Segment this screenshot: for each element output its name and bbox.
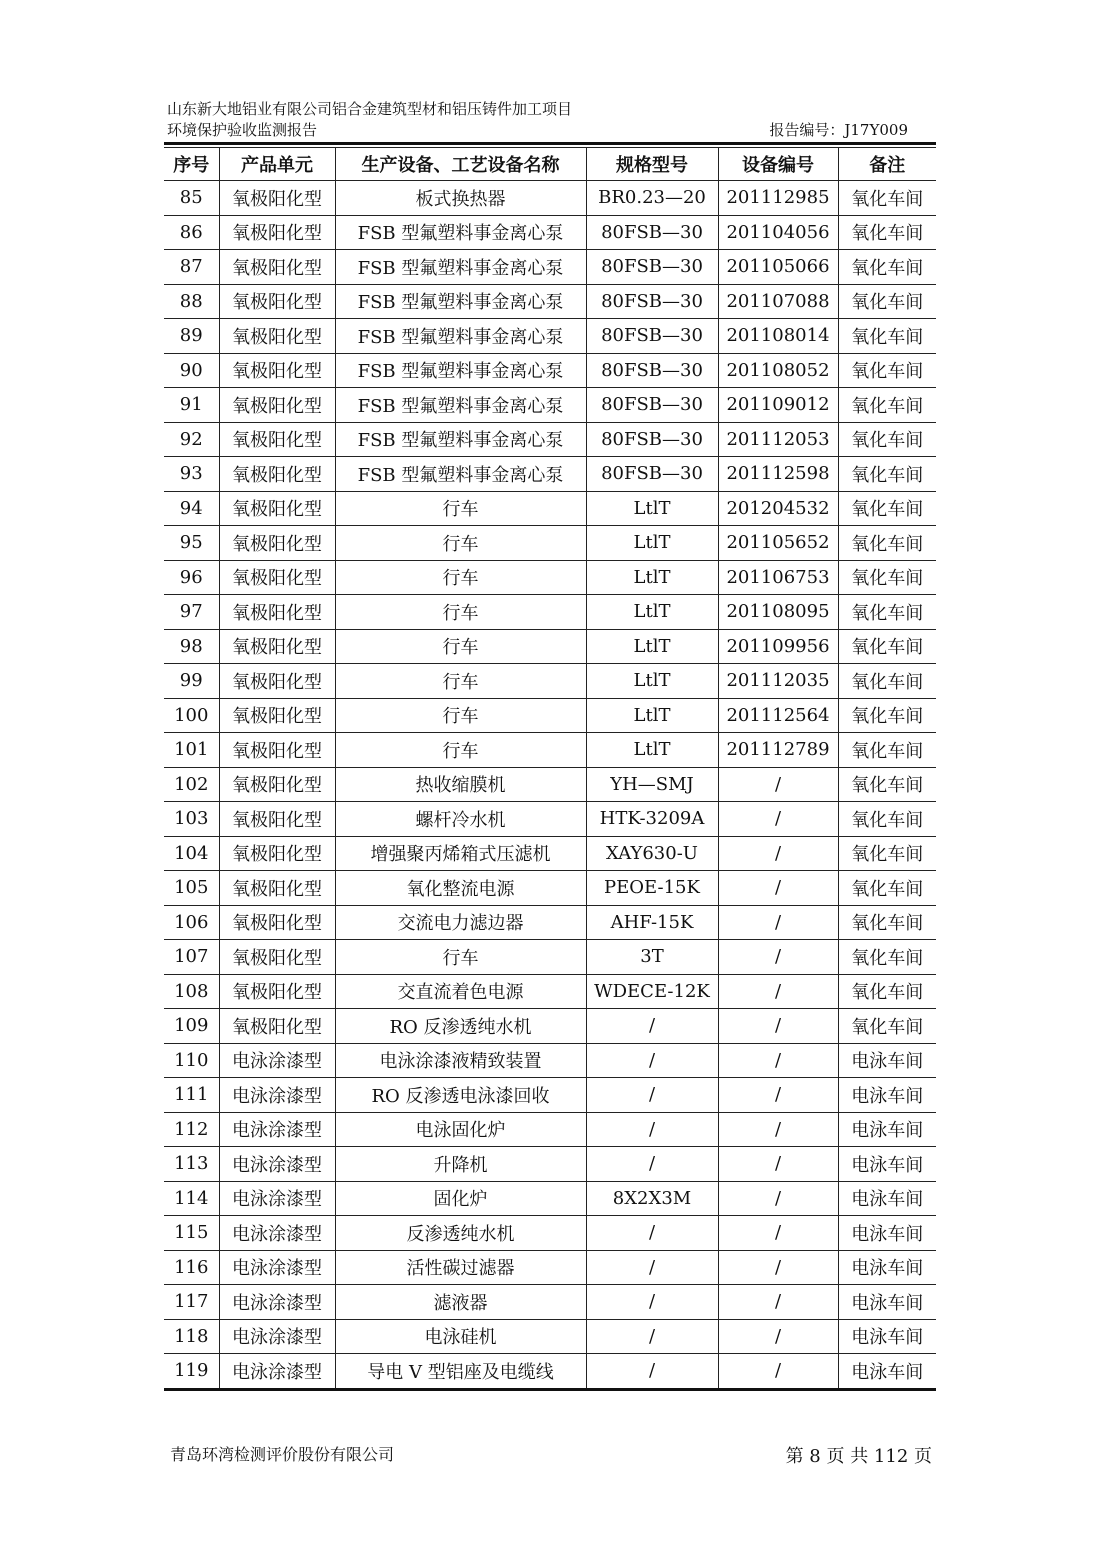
cell-equipment: 行车	[335, 733, 586, 768]
table-row	[164, 595, 936, 630]
cell-equipment: FSB 型氟塑料事金离心泵	[335, 422, 586, 457]
cell-equipment: 行车	[335, 940, 586, 975]
cell-serial: /	[718, 1078, 838, 1113]
cell-model: YH—SMJ	[586, 767, 718, 802]
cell-model: LtlT	[586, 526, 718, 561]
cell-unit: 电泳涂漆型	[219, 1285, 335, 1320]
table-row	[164, 1285, 936, 1320]
cell-equipment: 电泳硅机	[335, 1319, 586, 1354]
cell-unit: 氧极阳化型	[219, 595, 335, 630]
cell-equipment: 热收缩膜机	[335, 767, 586, 802]
cell-unit: 氧极阳化型	[219, 698, 335, 733]
cell-equipment: 增强聚丙烯箱式压滤机	[335, 836, 586, 871]
cell-index: 95	[164, 526, 219, 561]
cell-index: 99	[164, 664, 219, 699]
cell-remark: 电泳车间	[838, 1147, 936, 1182]
cell-serial: 201204532	[718, 491, 838, 526]
cell-serial: /	[718, 871, 838, 906]
cell-serial: /	[718, 1216, 838, 1251]
cell-index: 119	[164, 1354, 219, 1390]
cell-serial: 201109956	[718, 629, 838, 664]
cell-remark: 氧化车间	[838, 974, 936, 1009]
cell-remark: 氧化车间	[838, 940, 936, 975]
cell-equipment: FSB 型氟塑料事金离心泵	[335, 215, 586, 250]
cell-model: 80FSB—30	[586, 215, 718, 250]
cell-index: 114	[164, 1181, 219, 1216]
cell-model: AHF-15K	[586, 905, 718, 940]
cell-unit: 氧极阳化型	[219, 974, 335, 1009]
cell-serial: /	[718, 1285, 838, 1320]
cell-index: 88	[164, 284, 219, 319]
cell-unit: 电泳涂漆型	[219, 1043, 335, 1078]
cell-remark: 电泳车间	[838, 1112, 936, 1147]
cell-serial: /	[718, 1319, 838, 1354]
col-header-serial: 设备编号	[718, 148, 838, 181]
cell-equipment: FSB 型氟塑料事金离心泵	[335, 250, 586, 285]
cell-remark: 氧化车间	[838, 802, 936, 837]
cell-remark: 氧化车间	[838, 629, 936, 664]
cell-index: 86	[164, 215, 219, 250]
table-row	[164, 940, 936, 975]
cell-unit: 氧极阳化型	[219, 905, 335, 940]
table-row	[164, 457, 936, 492]
cell-model: 80FSB—30	[586, 422, 718, 457]
cell-equipment: 螺杆冷水机	[335, 802, 586, 837]
cell-model: LtlT	[586, 733, 718, 768]
cell-serial: 201112985	[718, 181, 838, 216]
cell-model: /	[586, 1043, 718, 1078]
cell-remark: 氧化车间	[838, 284, 936, 319]
cell-equipment: 电泳涂漆液精致装置	[335, 1043, 586, 1078]
cell-model: PEOE-15K	[586, 871, 718, 906]
cell-equipment: 交流电力滤边器	[335, 905, 586, 940]
cell-serial: /	[718, 1043, 838, 1078]
cell-model: LtlT	[586, 664, 718, 699]
cell-serial: 201105066	[718, 250, 838, 285]
cell-model: 80FSB—30	[586, 457, 718, 492]
cell-unit: 电泳涂漆型	[219, 1147, 335, 1182]
cell-remark: 氧化车间	[838, 560, 936, 595]
cell-serial: /	[718, 1250, 838, 1285]
cell-serial: 201109012	[718, 388, 838, 423]
cell-serial: /	[718, 940, 838, 975]
cell-index: 107	[164, 940, 219, 975]
cell-index: 96	[164, 560, 219, 595]
cell-index: 104	[164, 836, 219, 871]
cell-equipment: FSB 型氟塑料事金离心泵	[335, 388, 586, 423]
cell-model: /	[586, 1354, 718, 1390]
cell-model: 80FSB—30	[586, 353, 718, 388]
cell-model: BR0.23—20	[586, 181, 718, 216]
project-title: 山东新大地铝业有限公司铝合金建筑型材和铝压铸件加工项目	[167, 100, 573, 118]
cell-remark: 氧化车间	[838, 388, 936, 423]
cell-remark: 氧化车间	[838, 491, 936, 526]
cell-serial: 201106753	[718, 560, 838, 595]
cell-remark: 氧化车间	[838, 250, 936, 285]
report-number: 报告编号：J17Y009	[769, 121, 908, 139]
cell-serial: 201112053	[718, 422, 838, 457]
cell-equipment: FSB 型氟塑料事金离心泵	[335, 284, 586, 319]
cell-model: 8X2X3M	[586, 1181, 718, 1216]
cell-model: 80FSB—30	[586, 284, 718, 319]
cell-serial: 201108014	[718, 319, 838, 354]
table-row	[164, 1181, 936, 1216]
cell-index: 85	[164, 181, 219, 216]
cell-index: 111	[164, 1078, 219, 1113]
cell-index: 92	[164, 422, 219, 457]
cell-remark: 电泳车间	[838, 1319, 936, 1354]
cell-unit: 氧极阳化型	[219, 388, 335, 423]
cell-index: 109	[164, 1009, 219, 1044]
cell-model: LtlT	[586, 629, 718, 664]
cell-model: /	[586, 1112, 718, 1147]
cell-remark: 氧化车间	[838, 422, 936, 457]
cell-serial: /	[718, 905, 838, 940]
cell-index: 110	[164, 1043, 219, 1078]
cell-remark: 氧化车间	[838, 457, 936, 492]
cell-unit: 氧极阳化型	[219, 940, 335, 975]
cell-model: HTK-3209A	[586, 802, 718, 837]
table-row	[164, 215, 936, 250]
cell-unit: 氧极阳化型	[219, 802, 335, 837]
cell-index: 115	[164, 1216, 219, 1251]
cell-unit: 电泳涂漆型	[219, 1354, 335, 1390]
cell-serial: /	[718, 1354, 838, 1390]
table-row	[164, 1319, 936, 1354]
cell-model: XAY630-U	[586, 836, 718, 871]
table-row	[164, 422, 936, 457]
table-row	[164, 353, 936, 388]
cell-equipment: 行车	[335, 595, 586, 630]
table-row	[164, 1043, 936, 1078]
cell-unit: 电泳涂漆型	[219, 1112, 335, 1147]
table-row	[164, 871, 936, 906]
cell-remark: 电泳车间	[838, 1043, 936, 1078]
cell-model: 3T	[586, 940, 718, 975]
table-row	[164, 733, 936, 768]
cell-serial: 201112598	[718, 457, 838, 492]
cell-unit: 电泳涂漆型	[219, 1181, 335, 1216]
cell-serial: 201104056	[718, 215, 838, 250]
cell-remark: 氧化车间	[838, 595, 936, 630]
cell-equipment: 滤液器	[335, 1285, 586, 1320]
cell-index: 91	[164, 388, 219, 423]
col-header-equipment: 生产设备、工艺设备名称	[335, 148, 586, 181]
cell-serial: 201112789	[718, 733, 838, 768]
cell-serial: /	[718, 974, 838, 1009]
table-row	[164, 1112, 936, 1147]
cell-index: 98	[164, 629, 219, 664]
cell-equipment: 行车	[335, 629, 586, 664]
cell-equipment: 行车	[335, 491, 586, 526]
cell-unit: 氧极阳化型	[219, 733, 335, 768]
col-header-unit: 产品单元	[219, 148, 335, 181]
cell-unit: 电泳涂漆型	[219, 1216, 335, 1251]
cell-model: /	[586, 1319, 718, 1354]
cell-model: LtlT	[586, 491, 718, 526]
cell-serial: 201105652	[718, 526, 838, 561]
table-row	[164, 802, 936, 837]
cell-remark: 氧化车间	[838, 353, 936, 388]
table-row	[164, 1216, 936, 1251]
cell-model: /	[586, 1216, 718, 1251]
cell-equipment: 活性碳过滤器	[335, 1250, 586, 1285]
cell-index: 93	[164, 457, 219, 492]
cell-remark: 电泳车间	[838, 1250, 936, 1285]
table-row	[164, 1147, 936, 1182]
cell-equipment: FSB 型氟塑料事金离心泵	[335, 457, 586, 492]
cell-serial: 201108095	[718, 595, 838, 630]
cell-equipment: FSB 型氟塑料事金离心泵	[335, 353, 586, 388]
cell-serial: 201107088	[718, 284, 838, 319]
cell-serial: 201108052	[718, 353, 838, 388]
table-row	[164, 664, 936, 699]
table-row	[164, 491, 936, 526]
col-header-remark: 备注	[838, 148, 936, 181]
cell-serial: /	[718, 1009, 838, 1044]
cell-equipment: 反渗透纯水机	[335, 1216, 586, 1251]
cell-index: 101	[164, 733, 219, 768]
cell-index: 103	[164, 802, 219, 837]
cell-index: 112	[164, 1112, 219, 1147]
cell-model: WDECE-12K	[586, 974, 718, 1009]
cell-remark: 氧化车间	[838, 733, 936, 768]
cell-unit: 氧极阳化型	[219, 1009, 335, 1044]
cell-equipment: 固化炉	[335, 1181, 586, 1216]
cell-equipment: 行车	[335, 560, 586, 595]
cell-index: 89	[164, 319, 219, 354]
cell-remark: 电泳车间	[838, 1216, 936, 1251]
cell-model: /	[586, 1147, 718, 1182]
cell-remark: 电泳车间	[838, 1354, 936, 1390]
cell-remark: 电泳车间	[838, 1285, 936, 1320]
table-row	[164, 181, 936, 216]
cell-remark: 氧化车间	[838, 905, 936, 940]
cell-index: 100	[164, 698, 219, 733]
cell-model: /	[586, 1250, 718, 1285]
cell-index: 113	[164, 1147, 219, 1182]
cell-unit: 氧极阳化型	[219, 664, 335, 699]
cell-remark: 电泳车间	[838, 1181, 936, 1216]
cell-unit: 电泳涂漆型	[219, 1319, 335, 1354]
cell-serial: /	[718, 1147, 838, 1182]
table-row	[164, 905, 936, 940]
cell-remark: 氧化车间	[838, 767, 936, 802]
cell-unit: 氧极阳化型	[219, 284, 335, 319]
cell-model: LtlT	[586, 595, 718, 630]
cell-equipment: 电泳固化炉	[335, 1112, 586, 1147]
cell-index: 87	[164, 250, 219, 285]
cell-model: /	[586, 1078, 718, 1113]
cell-serial: 201112035	[718, 664, 838, 699]
cell-serial: /	[718, 802, 838, 837]
cell-index: 118	[164, 1319, 219, 1354]
cell-remark: 氧化车间	[838, 664, 936, 699]
table-row	[164, 767, 936, 802]
table-row	[164, 1250, 936, 1285]
cell-equipment: 行车	[335, 664, 586, 699]
cell-unit: 氧极阳化型	[219, 181, 335, 216]
cell-unit: 氧极阳化型	[219, 871, 335, 906]
cell-equipment: FSB 型氟塑料事金离心泵	[335, 319, 586, 354]
cell-index: 90	[164, 353, 219, 388]
cell-index: 97	[164, 595, 219, 630]
table-row	[164, 560, 936, 595]
cell-equipment: 行车	[335, 526, 586, 561]
cell-remark: 氧化车间	[838, 526, 936, 561]
cell-equipment: 交直流着色电源	[335, 974, 586, 1009]
table-row	[164, 698, 936, 733]
cell-unit: 氧极阳化型	[219, 836, 335, 871]
cell-unit: 氧极阳化型	[219, 767, 335, 802]
cell-serial: 201112564	[718, 698, 838, 733]
header-rule	[164, 142, 936, 145]
col-header-index: 序号	[164, 148, 219, 181]
cell-remark: 氧化车间	[838, 871, 936, 906]
cell-model: 80FSB—30	[586, 388, 718, 423]
table-row	[164, 319, 936, 354]
cell-index: 108	[164, 974, 219, 1009]
table-row	[164, 250, 936, 285]
table-row	[164, 526, 936, 561]
cell-unit: 氧极阳化型	[219, 560, 335, 595]
cell-equipment: RO 反渗透纯水机	[335, 1009, 586, 1044]
cell-equipment: 氧化整流电源	[335, 871, 586, 906]
cell-unit: 氧极阳化型	[219, 353, 335, 388]
col-header-model: 规格型号	[586, 148, 718, 181]
footer-company: 青岛环湾检测评价股份有限公司	[170, 1445, 395, 1464]
cell-model: LtlT	[586, 560, 718, 595]
cell-remark: 氧化车间	[838, 215, 936, 250]
cell-unit: 氧极阳化型	[219, 526, 335, 561]
cell-index: 117	[164, 1285, 219, 1320]
cell-equipment: 板式换热器	[335, 181, 586, 216]
cell-unit: 电泳涂漆型	[219, 1250, 335, 1285]
cell-serial: /	[718, 1112, 838, 1147]
cell-equipment: 导电 V 型铝座及电缆线	[335, 1354, 586, 1390]
table-row	[164, 1078, 936, 1113]
cell-remark: 氧化车间	[838, 319, 936, 354]
equipment-table	[164, 147, 936, 1391]
cell-unit: 氧极阳化型	[219, 491, 335, 526]
table-row	[164, 388, 936, 423]
footer-page-info: 第 8 页 共 112 页	[785, 1446, 932, 1467]
table-row	[164, 836, 936, 871]
cell-model: 80FSB—30	[586, 250, 718, 285]
cell-unit: 氧极阳化型	[219, 629, 335, 664]
cell-serial: /	[718, 1181, 838, 1216]
table-row	[164, 284, 936, 319]
cell-index: 116	[164, 1250, 219, 1285]
cell-model: 80FSB—30	[586, 319, 718, 354]
cell-index: 94	[164, 491, 219, 526]
cell-equipment: 行车	[335, 698, 586, 733]
cell-remark: 氧化车间	[838, 836, 936, 871]
table-body	[164, 181, 936, 1390]
cell-serial: /	[718, 836, 838, 871]
table-row	[164, 1009, 936, 1044]
cell-remark: 氧化车间	[838, 1009, 936, 1044]
table-header-row	[164, 148, 936, 181]
cell-equipment: 升降机	[335, 1147, 586, 1182]
cell-index: 106	[164, 905, 219, 940]
cell-unit: 氧极阳化型	[219, 319, 335, 354]
cell-index: 105	[164, 871, 219, 906]
cell-equipment: RO 反渗透电泳漆回收	[335, 1078, 586, 1113]
cell-unit: 氧极阳化型	[219, 422, 335, 457]
cell-model: LtlT	[586, 698, 718, 733]
cell-unit: 氧极阳化型	[219, 250, 335, 285]
cell-index: 102	[164, 767, 219, 802]
cell-remark: 电泳车间	[838, 1078, 936, 1113]
table-row	[164, 629, 936, 664]
table-row	[164, 1354, 936, 1390]
cell-model: /	[586, 1009, 718, 1044]
cell-unit: 氧极阳化型	[219, 457, 335, 492]
cell-model: /	[586, 1285, 718, 1320]
cell-unit: 氧极阳化型	[219, 215, 335, 250]
table-row	[164, 974, 936, 1009]
cell-remark: 氧化车间	[838, 181, 936, 216]
cell-remark: 氧化车间	[838, 698, 936, 733]
cell-serial: /	[718, 767, 838, 802]
report-title: 环境保护验收监测报告	[167, 121, 318, 139]
cell-unit: 电泳涂漆型	[219, 1078, 335, 1113]
